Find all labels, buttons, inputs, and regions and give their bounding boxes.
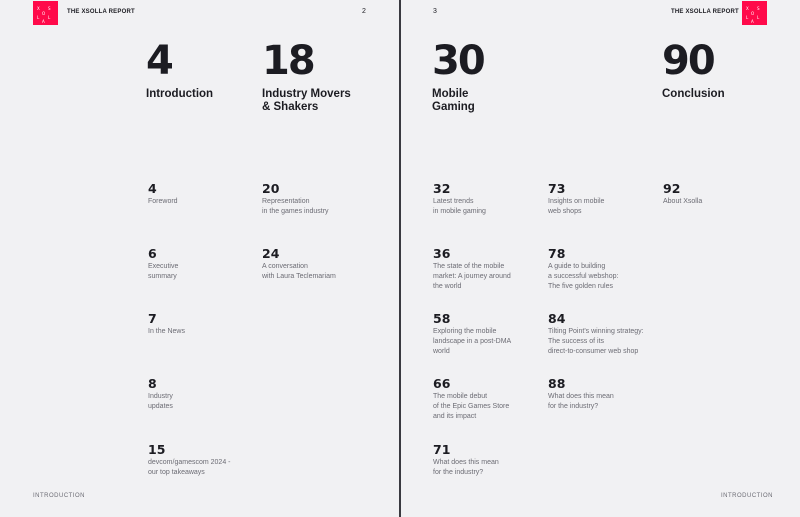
report-title-right: THE XSOLLA REPORT <box>671 9 739 15</box>
toc-entry-title: A guide to building a successful webshop: The five golden rules <box>548 263 619 290</box>
toc-entry-industry-updates[interactable] <box>148 377 268 412</box>
xsolla-logo-left: X S O L L A <box>33 1 58 25</box>
toc-entry-title: The mobile debut of the Epic Games Store and its impact <box>433 393 510 420</box>
toc-entry-foreword[interactable] <box>148 182 268 207</box>
report-title-left: THE XSOLLA REPORT <box>67 9 135 15</box>
toc-entry-title: Representation in the games industry <box>262 198 329 215</box>
toc-entry-title: Exploring the mobile landscape in a post-DMA world <box>433 328 512 355</box>
toc-entry-title: In the News <box>148 328 185 335</box>
section-title: Introduction <box>146 88 214 100</box>
toc-page-number: 32 <box>433 181 451 196</box>
toc-entry-title: A conversation with Laura Teclemariam <box>262 263 336 280</box>
section-number: 18 <box>262 38 314 84</box>
toc-entry-title: Insights on mobile web shops <box>548 198 605 215</box>
section-number: 4 <box>146 38 172 84</box>
toc-page-number: 15 <box>148 442 166 457</box>
toc-page-number: 36 <box>433 246 451 261</box>
toc-entry-tilting-point[interactable] <box>548 312 688 357</box>
toc-entry-latest-trends[interactable] <box>433 182 553 217</box>
toc-entry-title: About Xsolla <box>663 198 703 205</box>
toc-entry-title: What does this mean for the industry? <box>433 459 499 476</box>
toc-page-number: 66 <box>433 376 451 391</box>
xsolla-logo-right: X S O L L A <box>742 1 767 25</box>
footer-label-right: INTRODUCTION <box>721 493 773 499</box>
toc-page-number: 4 <box>148 181 157 196</box>
footer-label-left: INTRODUCTION <box>33 493 85 499</box>
book-spine <box>399 0 401 517</box>
section-introduction[interactable] <box>146 38 276 101</box>
section-industry-movers[interactable] <box>262 38 392 114</box>
toc-entry-title: Latest trends in mobile gaming <box>433 198 486 215</box>
toc-entry-in-the-news[interactable] <box>148 312 268 337</box>
section-number: 90 <box>662 38 714 84</box>
toc-entry-title: devcom/gamescom 2024 - our top takeaways <box>148 459 231 476</box>
toc-page-number: 84 <box>548 311 566 326</box>
toc-entry-title: Industry updates <box>148 393 173 410</box>
toc-entry-web-shops[interactable] <box>548 182 668 217</box>
toc-page-number: 88 <box>548 376 566 391</box>
toc-page-number: 6 <box>148 246 157 261</box>
toc-page-number: 8 <box>148 376 157 391</box>
section-number: 30 <box>432 38 484 84</box>
toc-entry-conversation[interactable] <box>262 247 382 282</box>
toc-entry-what-does-this-mean-2[interactable] <box>548 377 668 412</box>
toc-entry-title: Tilting Point's winning strategy: The success of its direct-to-consumer web shop <box>548 328 644 355</box>
toc-entry-representation[interactable] <box>262 182 382 217</box>
toc-page-number: 24 <box>262 246 280 261</box>
section-title: Conclusion <box>662 88 725 100</box>
toc-entry-post-dma[interactable] <box>433 312 553 357</box>
toc-entry-title: The state of the mobile market: A journey around the world <box>433 263 511 290</box>
toc-page-number: 7 <box>148 311 157 326</box>
section-conclusion[interactable] <box>662 38 792 101</box>
page-number-right: 3 <box>433 8 437 15</box>
toc-entry-devcom-gamescom[interactable] <box>148 443 268 478</box>
section-mobile-gaming[interactable] <box>432 38 562 114</box>
toc-entry-webshop-guide[interactable] <box>548 247 668 292</box>
page-number-left: 2 <box>362 8 366 15</box>
section-title: Industry Movers & Shakers <box>262 88 351 113</box>
toc-page-number: 78 <box>548 246 566 261</box>
toc-page-number: 20 <box>262 181 280 196</box>
toc-entry-about-xsolla[interactable] <box>663 182 783 207</box>
section-title: Mobile Gaming <box>432 88 475 113</box>
toc-page-number: 73 <box>548 181 566 196</box>
toc-entry-executive-summary[interactable] <box>148 247 268 282</box>
toc-entry-title: Executive summary <box>148 263 179 280</box>
toc-entry-title: What does this mean for the industry? <box>548 393 614 410</box>
toc-page-number: 58 <box>433 311 451 326</box>
toc-entry-title: Foreword <box>148 198 178 205</box>
toc-entry-what-does-this-mean-1[interactable] <box>433 443 553 478</box>
toc-entry-state-of-mobile[interactable] <box>433 247 553 292</box>
toc-entry-epic-games-store[interactable] <box>433 377 553 422</box>
toc-page-number: 92 <box>663 181 681 196</box>
toc-page-number: 71 <box>433 442 451 457</box>
